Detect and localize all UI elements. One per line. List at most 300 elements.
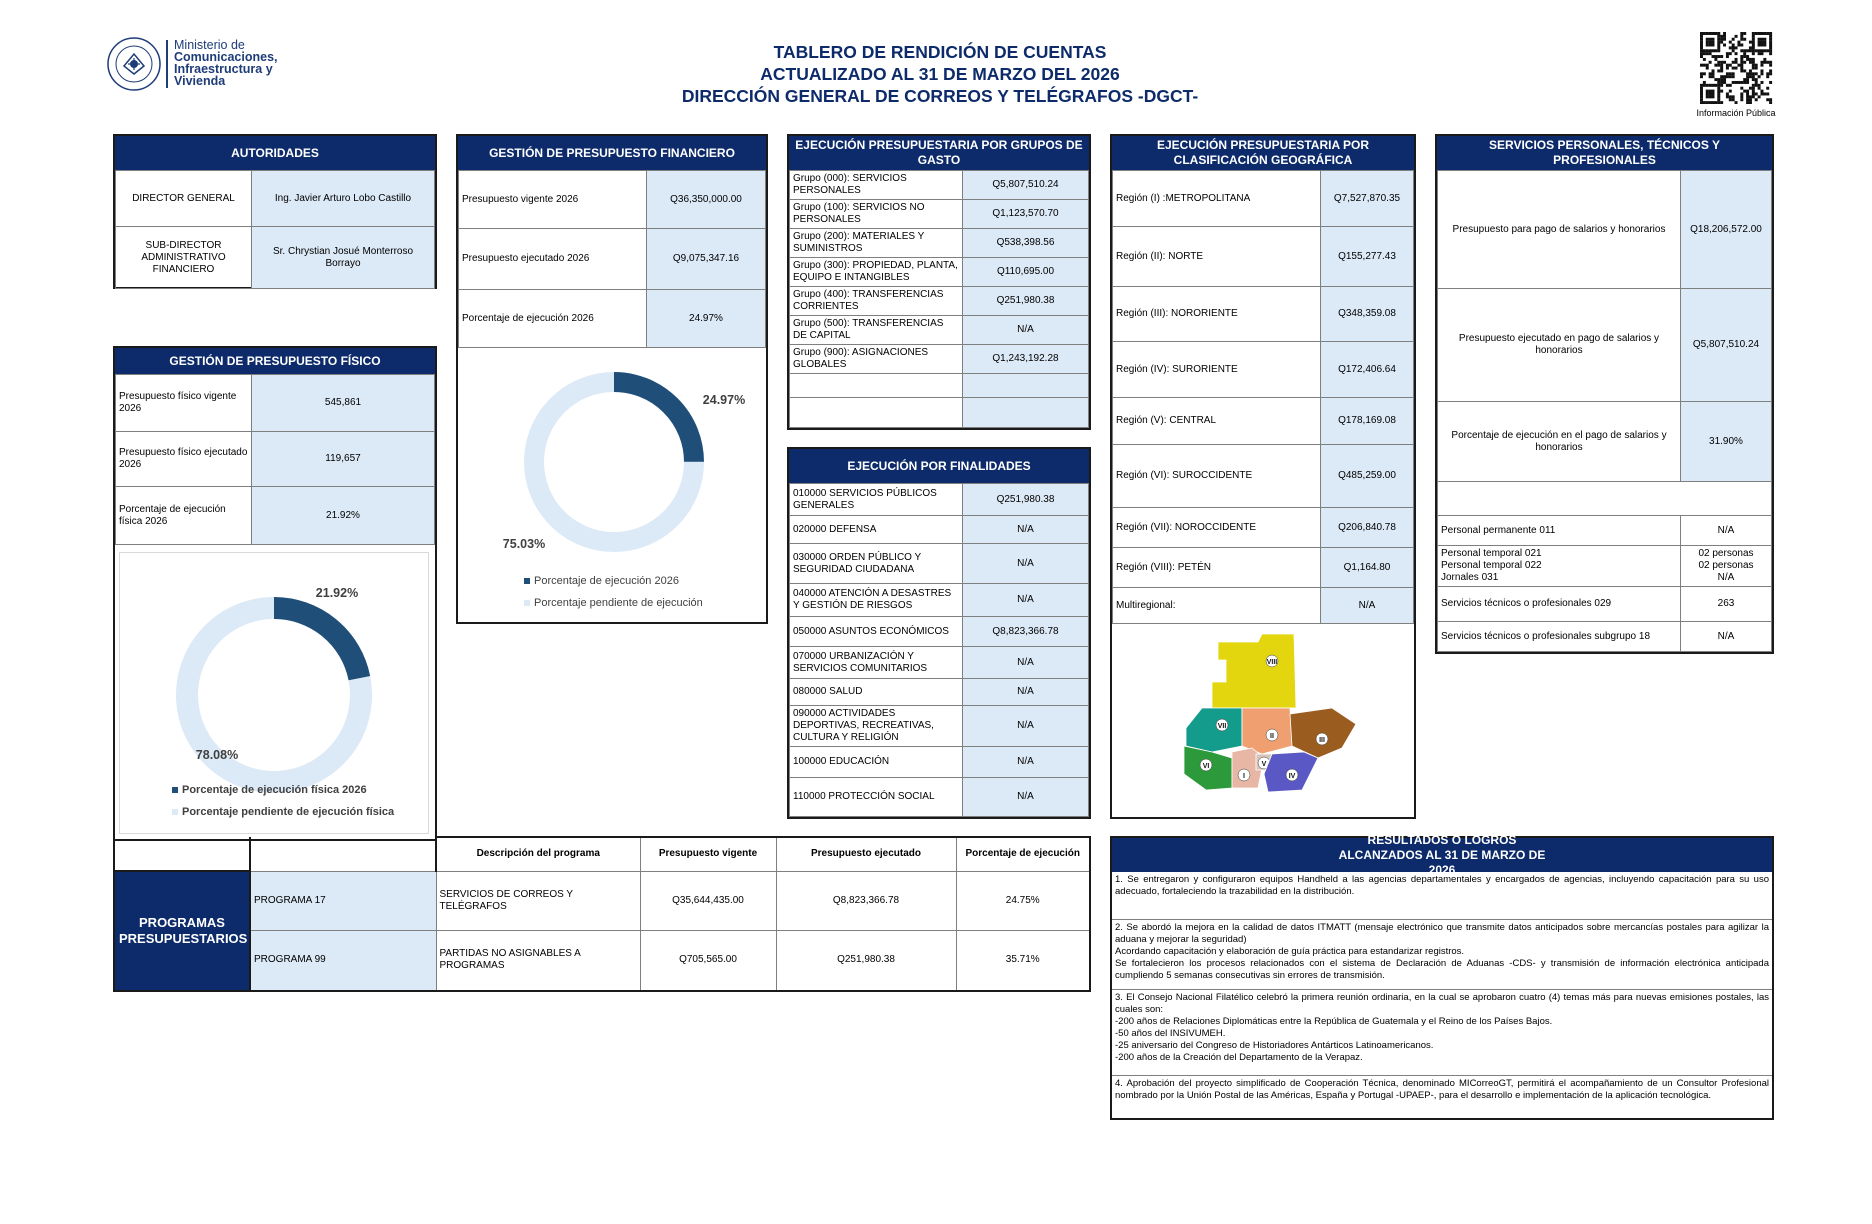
finalidades-row [790,617,1089,647]
fisico-value: 21.92% [252,487,435,545]
legend-swatch [524,578,530,584]
qr-module [1714,84,1717,87]
qr-module [1706,64,1709,67]
qr-module [1703,101,1706,104]
qr-module [1717,61,1720,64]
qr-module [1755,98,1758,101]
map-region [1186,708,1242,752]
qr-module [1735,101,1738,104]
qr-module [1703,84,1706,87]
programa-descripcion: SERVICIOS DE CORREOS Y TELÉGRAFOS [436,871,640,930]
qr-module [1706,52,1709,55]
grupos-label: Grupo (100): SERVICIOS NO PERSONALES [790,200,963,229]
logro-item: 3. El Consejo Nacional Filatélico celebró la primera reunión ordinaria, en la cual se aprobaron cuatro (4) temas más para nuevas emisiones postales, las cuales son: -200 años de Relaciones Diplomáticas entre la República de Guatemala y el Reino de los Países Bajos. -50 años del INSIVUMEH. -25 aniversario del Congreso de Historiadores Antárticos Latinoamericanos. -200 años de la Creación del Departamento de la Verapaz. [1112,990,1772,1076]
legend-entry: Porcentaje de ejecución física 2026 [182,784,367,796]
grupos-value: Q1,123,570.70 [963,200,1089,229]
qr-module [1749,41,1752,44]
qr-module [1743,61,1746,64]
qr-module [1737,41,1740,44]
servicios-spacer [1438,482,1772,516]
qr-module [1714,58,1717,61]
qr-module [1717,84,1720,87]
fisico-title: GESTIÓN DE PRESUPUESTO FÍSICO [115,348,435,374]
qr-module [1726,84,1729,87]
qr-module [1712,72,1715,75]
qr-module [1714,101,1717,104]
financiero-panel [456,134,768,624]
geografica-value: Q178,169.08 [1321,398,1414,445]
ministry-line4: Vivienda [174,74,226,88]
qr-module [1749,58,1752,61]
finalidades-label: 070000 URBANIZACIÓN Y SERVICIOS COMUNITARIOS [790,647,963,679]
finalidades-row [790,484,1089,516]
qr-module [1714,32,1717,35]
qr-module [1726,67,1729,70]
qr-module [1749,69,1752,72]
qr-module [1720,61,1723,64]
qr-module [1700,38,1703,41]
qr-module [1700,90,1703,93]
programas-blank [250,837,436,871]
qr-module [1729,46,1732,49]
finalidades-value: Q251,980.38 [963,484,1089,516]
qr-module [1769,44,1772,47]
qr-module [1760,69,1763,72]
donut-data-label: 75.03% [502,537,546,551]
qr-module [1740,35,1743,38]
grupos-label: Grupo (900): ASIGNACIONES GLOBALES [790,345,963,374]
qr-module [1732,98,1735,101]
finalidades-label: 100000 EDUCACIÓN [790,747,963,778]
qr-module [1729,90,1732,93]
qr-module [1735,58,1738,61]
finalidades-label: 090000 ACTIVIDADES DEPORTIVAS, RECREATIVAS, CULTURA Y RELIGIÓN [790,706,963,747]
map-region-label: IV [1288,773,1296,780]
legend-entry: Porcentaje de ejecución 2026 [534,575,679,587]
logros-title [1112,832,1772,877]
programa-vigente: Q705,565.00 [640,930,776,991]
servicios-value: Q18,206,572.00 [1681,171,1772,289]
qr-module [1746,92,1749,95]
personal-value: 02 personas 02 personas N/A [1681,546,1772,587]
finalidades-value: N/A [963,647,1089,679]
qr-module [1740,81,1743,84]
qr-module [1746,78,1749,81]
qr-module [1763,44,1766,47]
legend-entry: Porcentaje pendiente de ejecución [534,597,703,609]
qr-module [1717,78,1720,81]
qr-module [1752,52,1755,55]
qr-module [1712,55,1715,58]
qr-module [1700,87,1703,90]
qr-module [1749,101,1752,104]
programas-side-label: PROGRAMAS PRESUPUESTARIOS [114,871,250,991]
programa-descripcion: PARTIDAS NO ASIGNABLES A PROGRAMAS [436,930,640,991]
finalidades-label: 010000 SERVICIOS PÚBLICOS GENERALES [790,484,963,516]
qr-module [1729,52,1732,55]
finalidades-row [790,679,1089,706]
logro-item: 1. Se entregaron y configuraron equipos Handheld a las agencias departamentales y encargados de agencias, incluyendo capacitación para su uso adecuado, fortaleciendo la trazabilidad en la distribución. [1112,872,1772,920]
financiero-title: GESTIÓN DE PRESUPUESTO FINANCIERO [458,136,766,170]
qr-module [1717,44,1720,47]
qr-module [1712,92,1715,95]
grupos-row [790,287,1089,316]
qr-module [1735,81,1738,84]
geografica-row [1113,342,1414,398]
qr-module [1760,41,1763,44]
grupos-row [790,398,1089,428]
qr-module [1720,75,1723,78]
grupos-value: Q110,695.00 [963,258,1089,287]
qr-module [1766,98,1769,101]
qr-module [1755,67,1758,70]
qr-module [1720,69,1723,72]
qr-module [1758,44,1761,47]
qr-module [1726,55,1729,58]
grupos-title: EJECUCIÓN PRESUPUESTARIA POR GRUPOS DE GASTO [789,136,1089,170]
legend-swatch [172,787,178,793]
qr-module [1717,55,1720,58]
qr-module [1717,98,1720,101]
qr-module [1709,90,1712,93]
personal-label: Servicios técnicos o profesionales subgrupo 18 [1438,622,1681,652]
qr-module [1769,98,1772,101]
qr-code[interactable] [1690,32,1782,104]
programa-porcentaje: 24.75% [956,871,1090,930]
ministry-line2: Comunicaciones, [174,50,278,64]
grupos-value [963,374,1089,398]
qr-module [1763,58,1766,61]
qr-module [1769,64,1772,67]
geografica-row [1113,287,1414,342]
map-region [1242,708,1292,754]
qr-module [1769,46,1772,49]
qr-module [1755,49,1758,52]
personal-value: 263 [1681,587,1772,622]
qr-module [1763,49,1766,52]
qr-module [1723,35,1726,38]
qr-module [1743,32,1746,35]
grupos-label: Grupo (500): TRANSFERENCIAS DE CAPITAL [790,316,963,345]
logro-item: 2. Se abordó la mejora en la calidad de datos ITMATT (mensaje electrónico que transmite datos anticipados sobre mercancías postales para agilizar la aduana y mejorar la seguridad) Acordando capacitación y elaboración de guía práctica para estandarizar registros. Se fortalecieron los procesos relacionados con el sistema de Declaración de Aduanas -CDS- y transmisión de información electrónica anticipada cumpliendo 5 semanas consecutivas sin errores de transmisión. [1112,920,1772,990]
qr-module [1749,61,1752,64]
qr-module [1749,98,1752,101]
qr-module [1700,52,1703,55]
qr-module [1720,35,1723,38]
qr-module [1735,35,1738,38]
programas-panel [113,836,1091,992]
qr-module [1700,98,1703,101]
qr-module [1712,49,1715,52]
qr-module [1700,46,1703,49]
qr-module [1752,58,1755,61]
grupos-value: Q1,243,192.28 [963,345,1089,374]
programa-vigente: Q35,644,435.00 [640,871,776,930]
fisico-value: 545,861 [252,375,435,432]
finalidades-label: 030000 ORDEN PÚBLICO Y SEGURIDAD CIUDADANA [790,544,963,584]
map-region-label: VII [1217,723,1227,730]
qr-module [1700,92,1703,95]
programas-blank [114,837,250,871]
qr-module [1760,44,1763,47]
map-region [1212,634,1296,708]
qr-module [1760,61,1763,64]
qr-module [1712,75,1715,78]
qr-module [1706,49,1709,52]
qr-module [1758,49,1761,52]
finalidades-value: Q8,823,366.78 [963,617,1089,647]
qr-module [1758,38,1761,41]
qr-module [1714,49,1717,52]
qr-module [1755,72,1758,75]
financiero-chart [460,352,764,622]
qr-module [1726,92,1729,95]
programa-name: PROGRAMA 99 [250,930,436,991]
qr-module [1749,87,1752,90]
servicios-label: Presupuesto ejecutado en pago de salarios y honorarios [1438,289,1681,402]
geografica-value: Q172,406.64 [1321,342,1414,398]
qr-module [1749,46,1752,49]
qr-module [1746,101,1749,104]
qr-module [1720,81,1723,84]
qr-module [1743,52,1746,55]
grupos-label [790,398,963,428]
qr-module [1700,101,1703,104]
geografica-row [1113,548,1414,588]
qr-module [1729,64,1732,67]
donut-data-label: 21.92% [315,586,359,600]
qr-module [1720,38,1723,41]
qr-module [1700,44,1703,47]
fisico-label: Porcentaje de ejecución física 2026 [116,487,252,545]
qr-module [1743,49,1746,52]
finalidades-row [790,584,1089,617]
geografica-label: Región (VIII): PETÉN [1113,548,1321,588]
qr-module [1712,41,1715,44]
qr-module [1735,67,1738,70]
qr-module [1735,52,1738,55]
qr-module [1752,38,1755,41]
financiero-value: Q36,350,000.00 [647,171,766,229]
qr-module [1700,72,1703,75]
map-region-label: V [1261,761,1267,768]
grupos-label: Grupo (200): MATERIALES Y SUMINISTROS [790,229,963,258]
finalidades-value: N/A [963,584,1089,617]
finalidades-label: 050000 ASUNTOS ECONÓMICOS [790,617,963,647]
qr-module [1729,98,1732,101]
qr-module [1720,55,1723,58]
logo-divider [166,40,168,88]
personal-value: N/A [1681,516,1772,546]
qr-module [1723,81,1726,84]
qr-module [1720,64,1723,67]
qr-module [1760,72,1763,75]
finalidades-row [790,544,1089,584]
geografica-row [1113,171,1414,227]
qr-module [1700,84,1703,87]
geografica-label: Región (V): CENTRAL [1113,398,1321,445]
qr-module [1732,61,1735,64]
qr-module [1709,84,1712,87]
qr-module [1760,52,1763,55]
qr-module [1717,35,1720,38]
qr-module [1706,92,1709,95]
qr-module [1700,49,1703,52]
qr-module [1752,32,1755,35]
autoridades-panel [113,134,437,289]
fisico-panel [113,346,437,841]
financiero-donut-chart [460,352,764,622]
grupos-value: Q538,398.56 [963,229,1089,258]
qr-module [1758,52,1761,55]
map-region-label: II [1270,733,1274,740]
qr-module [1752,41,1755,44]
qr-module [1760,49,1763,52]
programas-header: Presupuesto vigente [640,837,776,871]
finalidades-label: 020000 DEFENSA [790,516,963,544]
programa-ejecutado: Q8,823,366.78 [776,871,956,930]
qr-module [1766,92,1769,95]
qr-module [1755,81,1758,84]
qr-module [1746,95,1749,98]
qr-module [1729,72,1732,75]
qr-module [1723,38,1726,41]
qr-module [1740,44,1743,47]
qr-module [1717,49,1720,52]
geografica-value: Q348,359.08 [1321,287,1414,342]
qr-module [1740,67,1743,70]
qr-module [1769,49,1772,52]
qr-module [1743,78,1746,81]
qr-module [1714,78,1717,81]
grupos-panel [787,134,1091,430]
personal-label: Servicios técnicos o profesionales 029 [1438,587,1681,622]
qr-module [1712,69,1715,72]
fisico-value: 119,657 [252,432,435,487]
qr-module [1709,32,1712,35]
qr-module [1712,90,1715,93]
geografica-label: Región (II): NORTE [1113,227,1321,287]
qr-module [1769,35,1772,38]
qr-module [1717,90,1720,93]
qr-module [1740,95,1743,98]
qr-module [1703,52,1706,55]
qr-module [1712,44,1715,47]
qr-module [1740,64,1743,67]
financiero-value: 24.97% [647,290,766,348]
qr-module [1703,49,1706,52]
qr-module [1732,67,1735,70]
finalidades-row [790,747,1089,778]
map-region-label: VI [1202,763,1210,770]
fisico-label: Presupuesto físico ejecutado 2026 [116,432,252,487]
title-line1: TABLERO DE RENDICIÓN DE CUENTAS [773,42,1107,62]
qr-module [1717,46,1720,49]
qr-module [1749,95,1752,98]
servicios-value: Q5,807,510.24 [1681,289,1772,402]
qr-module [1723,44,1726,47]
grupos-row [790,345,1089,374]
donut-slice [274,608,359,678]
finalidades-value: N/A [963,706,1089,747]
grupos-label: Grupo (300): PROPIEDAD, PLANTA, EQUIPO E INTANGIBLES [790,258,963,287]
qr-module [1758,87,1761,90]
finalidades-value: N/A [963,544,1089,584]
programa-porcentaje: 35.71% [956,930,1090,991]
qr-module [1737,64,1740,67]
map-region-label: III [1319,737,1325,744]
qr-module [1729,41,1732,44]
qr-module [1766,75,1769,78]
qr-module [1740,49,1743,52]
qr-module [1755,84,1758,87]
qr-module [1706,101,1709,104]
qr-module [1740,98,1743,101]
qr-module [1717,41,1720,44]
qr-module [1740,38,1743,41]
autoridad-name: Ing. Javier Arturo Lobo Castillo [252,171,435,227]
qr-module [1746,75,1749,78]
fisico-chart [119,552,429,834]
qr-module [1766,61,1769,64]
qr-module [1752,46,1755,49]
qr-module [1752,35,1755,38]
qr-module [1717,92,1720,95]
autoridad-role: DIRECTOR GENERAL [116,171,252,227]
legend-swatch [524,600,530,606]
map-region-label: VIII [1266,659,1278,666]
qr-module [1709,75,1712,78]
qr-module [1720,78,1723,81]
qr-module [1729,95,1732,98]
qr-module [1766,72,1769,75]
finalidades-panel [787,447,1091,819]
qr-module [1763,41,1766,44]
qr-module [1706,67,1709,70]
qr-module [1706,84,1709,87]
qr-module [1712,84,1715,87]
qr-module [1743,90,1746,93]
guatemala-regions-map [1172,628,1372,808]
qr-module [1717,81,1720,84]
qr-module [1717,95,1720,98]
qr-module [1703,32,1706,35]
programa-name: PROGRAMA 17 [250,871,436,930]
qr-module [1743,81,1746,84]
qr-module [1755,92,1758,95]
qr-module [1760,90,1763,93]
qr-module [1706,41,1709,44]
qr-module [1709,72,1712,75]
geografica-panel [1110,134,1416,819]
qr-module [1709,44,1712,47]
ministry-line3: Infraestructura y [174,62,273,76]
fisico-label: Presupuesto físico vigente 2026 [116,375,252,432]
geografica-label: Región (VI): SUROCCIDENTE [1113,445,1321,508]
finalidades-value: N/A [963,778,1089,817]
grupos-label: Grupo (400): TRANSFERENCIAS CORRIENTES [790,287,963,316]
programas-header: Presupuesto ejecutado [776,837,956,871]
qr-module [1746,90,1749,93]
qr-module [1752,84,1755,87]
geografica-label: Región (IV): SURORIENTE [1113,342,1321,398]
qr-module [1763,92,1766,95]
qr-module [1729,75,1732,78]
financiero-label: Porcentaje de ejecución 2026 [459,290,647,348]
qr-module [1735,61,1738,64]
grupos-row [790,258,1089,287]
servicios-label: Presupuesto para pago de salarios y honorarios [1438,171,1681,289]
